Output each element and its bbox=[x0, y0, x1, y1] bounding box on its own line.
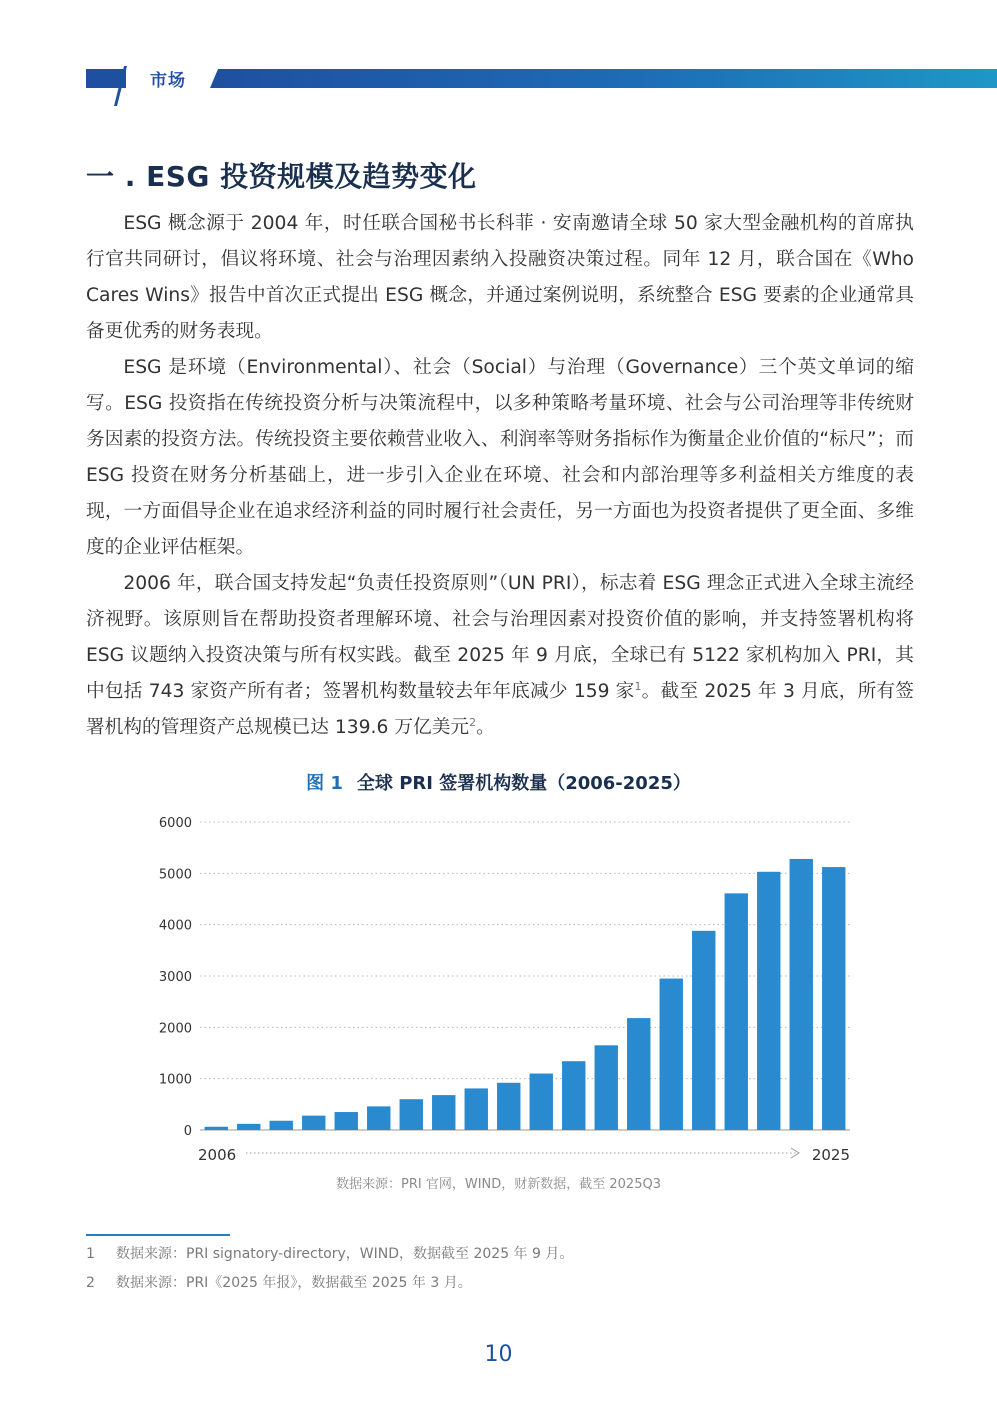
paragraph-3 bbox=[86, 566, 914, 746]
paragraph-1: ESG 概念源于 2004 年，时任联合国秘书长科菲 · 安南邀请全球 50 家大型金融机构的首席执行官共同研讨，倡议将环境、社会与治理因素纳入投融资决策过程。同年 12 月，联合国在《Who Cares Wins》报告中首次正式提出 ESG 概念，并通过案例说明，系统整合 ESG 要素的企业通常具备更优秀的财务表现。 bbox=[86, 213, 914, 342]
figure-number: 图 1 bbox=[306, 773, 343, 794]
bar-2008 bbox=[270, 1121, 293, 1130]
bar-2016 bbox=[530, 1074, 553, 1130]
footnote-2-number: 2 bbox=[86, 1275, 95, 1291]
footnote-ref-1: 1 bbox=[634, 679, 642, 693]
footnote-1-text: 数据来源：PRI signatory-directory，WIND，数据截至 2025 年 9 月。 bbox=[116, 1246, 574, 1262]
bar-2019 bbox=[627, 1018, 650, 1130]
section-title: 一 . ESG 投资规模及趋势变化 bbox=[86, 160, 477, 193]
bar-2017 bbox=[562, 1061, 585, 1130]
y-tick-label: 2000 bbox=[158, 1021, 192, 1037]
paragraph-3-part-c: 。 bbox=[476, 717, 495, 738]
footnote-rule bbox=[86, 1234, 230, 1236]
bar-2023 bbox=[757, 872, 780, 1130]
figure-title: 全球 PRI 签署机构数量（2006-2025） bbox=[356, 773, 691, 794]
bar-2009 bbox=[302, 1116, 325, 1130]
bar-2024 bbox=[790, 859, 813, 1130]
bar-2022 bbox=[725, 893, 748, 1130]
bar-2007 bbox=[237, 1124, 260, 1130]
body-text bbox=[86, 206, 914, 746]
y-tick-label: 1000 bbox=[158, 1072, 192, 1088]
y-tick-label: 0 bbox=[183, 1124, 192, 1139]
header-gradient-bar bbox=[210, 69, 997, 88]
figure-caption bbox=[0, 769, 997, 795]
footnote-2-text: 数据来源：PRI《2025 年报》，数据截至 2025 年 3 月。 bbox=[116, 1275, 472, 1291]
footnote-2 bbox=[86, 1272, 472, 1292]
y-tick-label: 4000 bbox=[158, 918, 192, 934]
bar-2010 bbox=[335, 1112, 358, 1130]
bar-2006 bbox=[205, 1127, 228, 1130]
y-tick-label: 3000 bbox=[158, 970, 192, 985]
paragraph-3-part-b: 。截至 2025 年 3 月底，所有签署机构的管理资产总规模已达 139.6 万亿美元 bbox=[86, 681, 914, 738]
signatory-bar-chart bbox=[150, 808, 860, 1168]
x-end-label: 2025 bbox=[811, 1146, 850, 1164]
bar-2018 bbox=[595, 1045, 618, 1130]
y-tick-label: 6000 bbox=[158, 816, 192, 831]
bar-2020 bbox=[660, 979, 683, 1130]
footnote-1-number: 1 bbox=[86, 1246, 95, 1262]
bar-2011 bbox=[367, 1106, 390, 1130]
bar-2014 bbox=[465, 1088, 488, 1130]
bar-2021 bbox=[692, 931, 715, 1130]
paragraph-3-part-a: 2006 年，联合国支持发起“负责任投资原则”（UN PRI），标志着 ESG 理念正式进入全球主流经济视野。该原则旨在帮助投资者理解环境、社会与治理因素对投资价值的影响，并支持签署机构将 ESG 议题纳入投资决策与所有权实践。截至 2025 年 9 月底，全球已有 5122 家机构加入 PRI，其中包括 743 家资产所有者；签署机构数量较去年年底减少 159 家 bbox=[86, 573, 914, 702]
x-start-label: 2006 bbox=[198, 1146, 237, 1164]
footnote-1 bbox=[86, 1243, 573, 1263]
paragraph-2: ESG 是环境（Environmental）、社会（Social）与治理（Governance）三个英文单词的缩写。ESG 投资指在传统投资分析与决策流程中，以多种策略考量环境、社会与公司治理等非传统财务因素的投资方法。传统投资主要依赖营业收入、利润率等财务指标作为衡量企业价值的“标尺”；而 ESG 投资在财务分析基础上，进一步引入企业在环境、社会和内部治理等多利益相关方维度的表现，一方面倡导企业在追求经济利益的同时履行社会责任，另一方面也为投资者提供了更全面、多维度的企业评估框架。 bbox=[86, 357, 914, 558]
bar-2012 bbox=[400, 1099, 423, 1130]
y-tick-label: 5000 bbox=[158, 867, 192, 883]
chart-source: 数据来源：PRI 官网，WIND，财新数据，截至 2025Q3 bbox=[336, 1177, 661, 1192]
footnote-ref-2: 2 bbox=[469, 715, 477, 729]
bar-2025 bbox=[822, 867, 845, 1130]
bar-2013 bbox=[432, 1095, 455, 1130]
bar-2015 bbox=[497, 1083, 520, 1130]
header-section-label: 市场 bbox=[150, 71, 186, 91]
page-number: 10 bbox=[484, 1342, 513, 1367]
